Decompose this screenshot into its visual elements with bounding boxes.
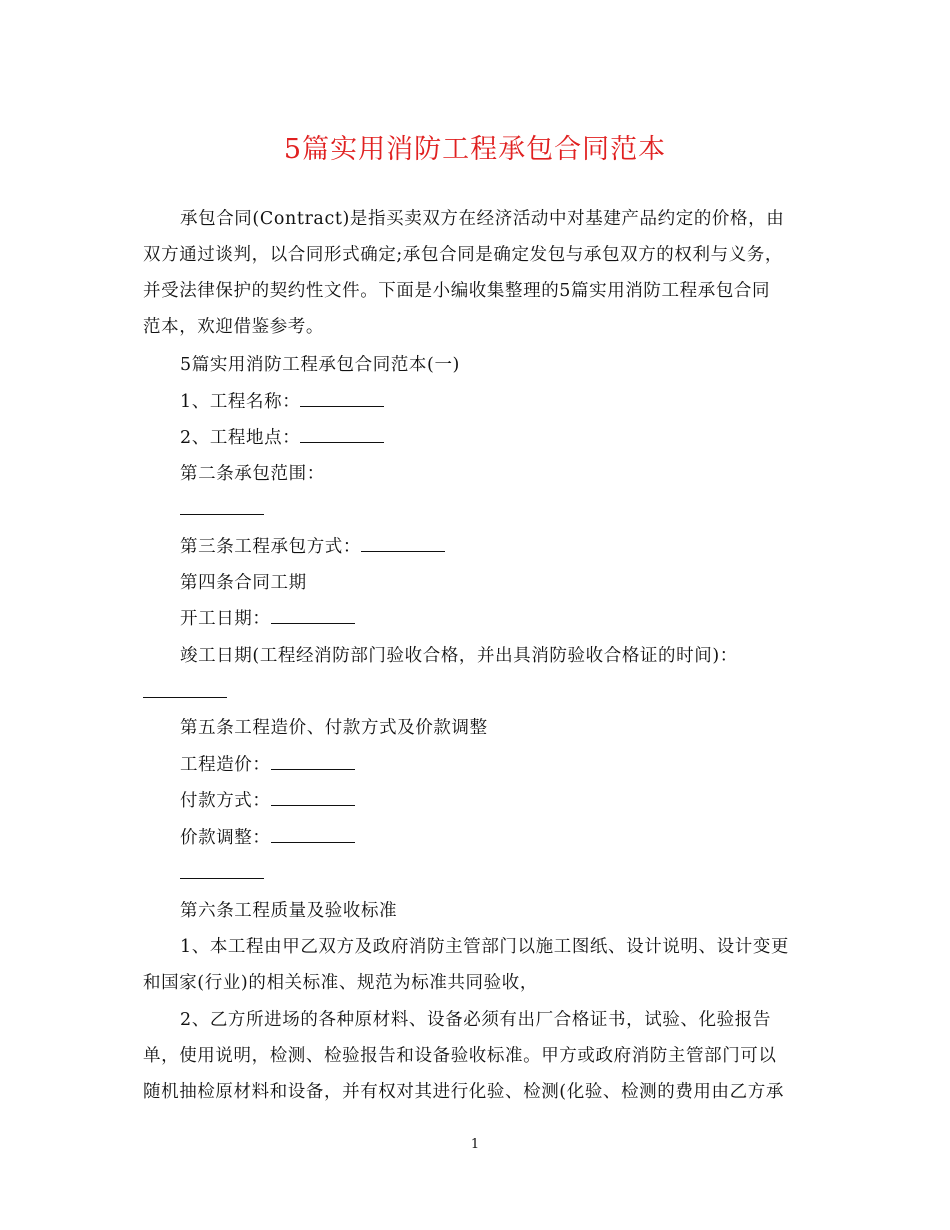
article-2-blank [180, 500, 264, 515]
start-date-line [180, 607, 355, 631]
article-4-heading: 第四条合同工期 [180, 573, 307, 593]
project-site-label: 2、工程地点： [180, 428, 301, 448]
completion-date-label: 竣工日期(工程经消防部门验收合格，并出具消防验收合格证的时间)： [180, 646, 738, 666]
page-number: 1 [470, 1137, 480, 1152]
adjust-blank [271, 828, 355, 843]
article-3-blank [361, 537, 445, 552]
article-2-heading: 第二条承包范围： [180, 464, 325, 484]
adjust-extra-blank [180, 864, 264, 879]
article-5-heading: 第五条工程造价、付款方式及价款调整 [180, 718, 488, 738]
adjust-label: 价款调整： [180, 828, 271, 848]
para2-line-2: 单，使用说明，检测、检验报告和设备验收标准。甲方或政府消防主管部门可以 [143, 1046, 777, 1066]
project-name-blank [300, 392, 384, 407]
cost-line [180, 753, 355, 777]
para2-line-3: 随机抽检原材料和设备，并有权对其进行化验、检测(化验、检测的费用由乙方承 [143, 1082, 784, 1102]
adjust-line [180, 826, 355, 850]
payment-line [180, 789, 355, 813]
para1-line-1: 1、本工程由甲乙双方及政府消防主管部门以施工图纸、设计说明、设计变更 [180, 937, 790, 957]
cost-label: 工程造价： [180, 755, 271, 775]
article-3-label: 第三条工程承包方式： [180, 537, 361, 557]
start-date-blank [271, 609, 355, 624]
payment-label: 付款方式： [180, 791, 271, 811]
article-2-blank-line [180, 498, 264, 522]
project-site-blank [300, 428, 384, 443]
para2-line-1: 2、乙方所进场的各种原材料、设备必须有出厂合格证书，试验、化验报告 [180, 1010, 771, 1030]
adjust-extra-blank-line [180, 862, 264, 886]
article-6-heading: 第六条工程质量及验收标准 [180, 901, 398, 921]
intro-line-3: 并受法律保护的契约性文件。下面是小编收集整理的5篇实用消防工程承包合同 [143, 281, 771, 301]
project-name-label: 1、工程名称： [180, 392, 301, 412]
cost-blank [271, 755, 355, 770]
section-heading: 5篇实用消防工程承包合同范本(一) [180, 355, 460, 375]
para1-line-2: 和国家(行业)的相关标准、规范为标准共同验收， [143, 973, 538, 993]
project-name-line [180, 390, 384, 414]
intro-line-1: 承包合同(Contract)是指买卖双方在经济活动中对基建产品约定的价格，由 [180, 209, 785, 229]
intro-line-4: 范本，欢迎借鉴参考。 [143, 317, 324, 337]
project-site-line [180, 426, 384, 450]
completion-date-blank [143, 683, 227, 698]
article-3-line [180, 535, 445, 559]
payment-blank [271, 791, 355, 806]
document-title: 5篇实用消防工程承包合同范本 [283, 134, 667, 165]
completion-date-blank-line [143, 681, 227, 705]
start-date-label: 开工日期： [180, 609, 271, 629]
intro-line-2: 双方通过谈判，以合同形式确定;承包合同是确定发包与承包双方的权利与义务， [143, 245, 783, 265]
